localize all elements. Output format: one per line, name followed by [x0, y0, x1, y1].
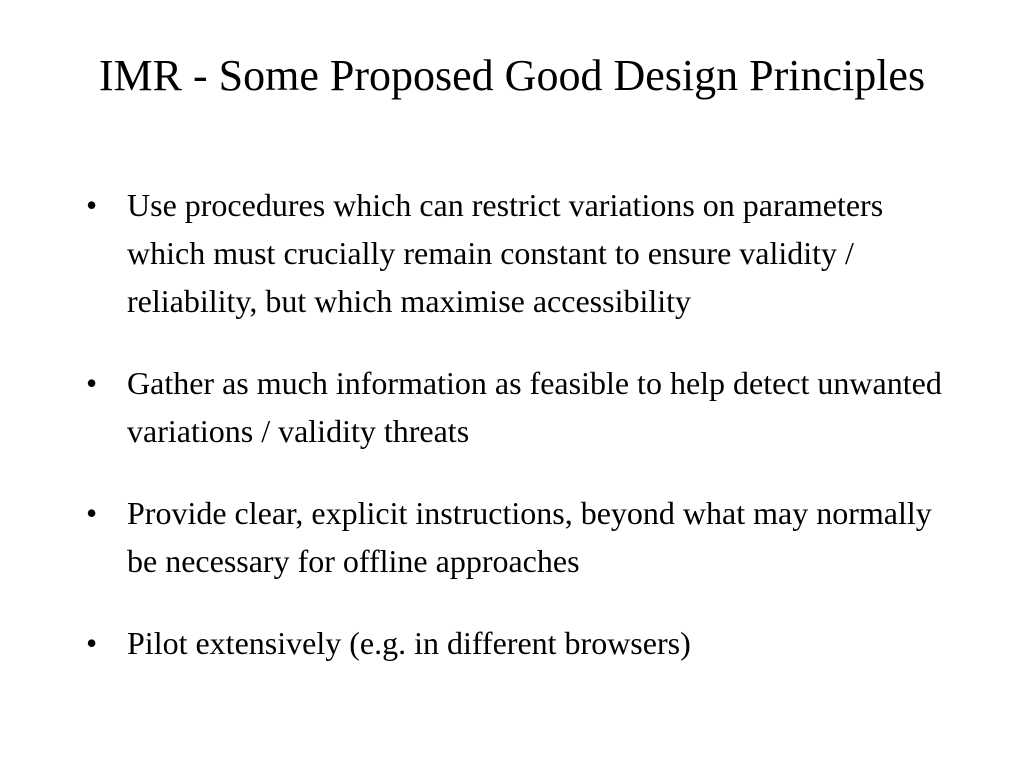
bullet-item: [84, 359, 954, 455]
bullet-text: Pilot extensively (e.g. in different browsers): [127, 625, 691, 661]
bullet-item: [84, 181, 954, 325]
bullet-text: Gather as much information as feasible to help detect unwanted variations / validity threats: [127, 365, 942, 449]
bullet-list: [84, 181, 954, 667]
bullet-icon: •: [86, 365, 98, 401]
bullet-text: Provide clear, explicit instructions, beyond what may normally be necessary for offline approaches: [127, 495, 932, 579]
bullet-icon: •: [86, 495, 98, 531]
bullet-icon: •: [86, 187, 98, 223]
bullet-item: [84, 619, 954, 667]
bullet-icon: •: [86, 625, 98, 661]
bullet-item: [84, 489, 954, 585]
slide-title: IMR - Some Proposed Good Design Principles: [98, 51, 926, 100]
bullet-text: Use procedures which can restrict variations on parameters which must crucially remain constant to ensure validity / reliability, but which maximise accessibility: [127, 187, 884, 319]
